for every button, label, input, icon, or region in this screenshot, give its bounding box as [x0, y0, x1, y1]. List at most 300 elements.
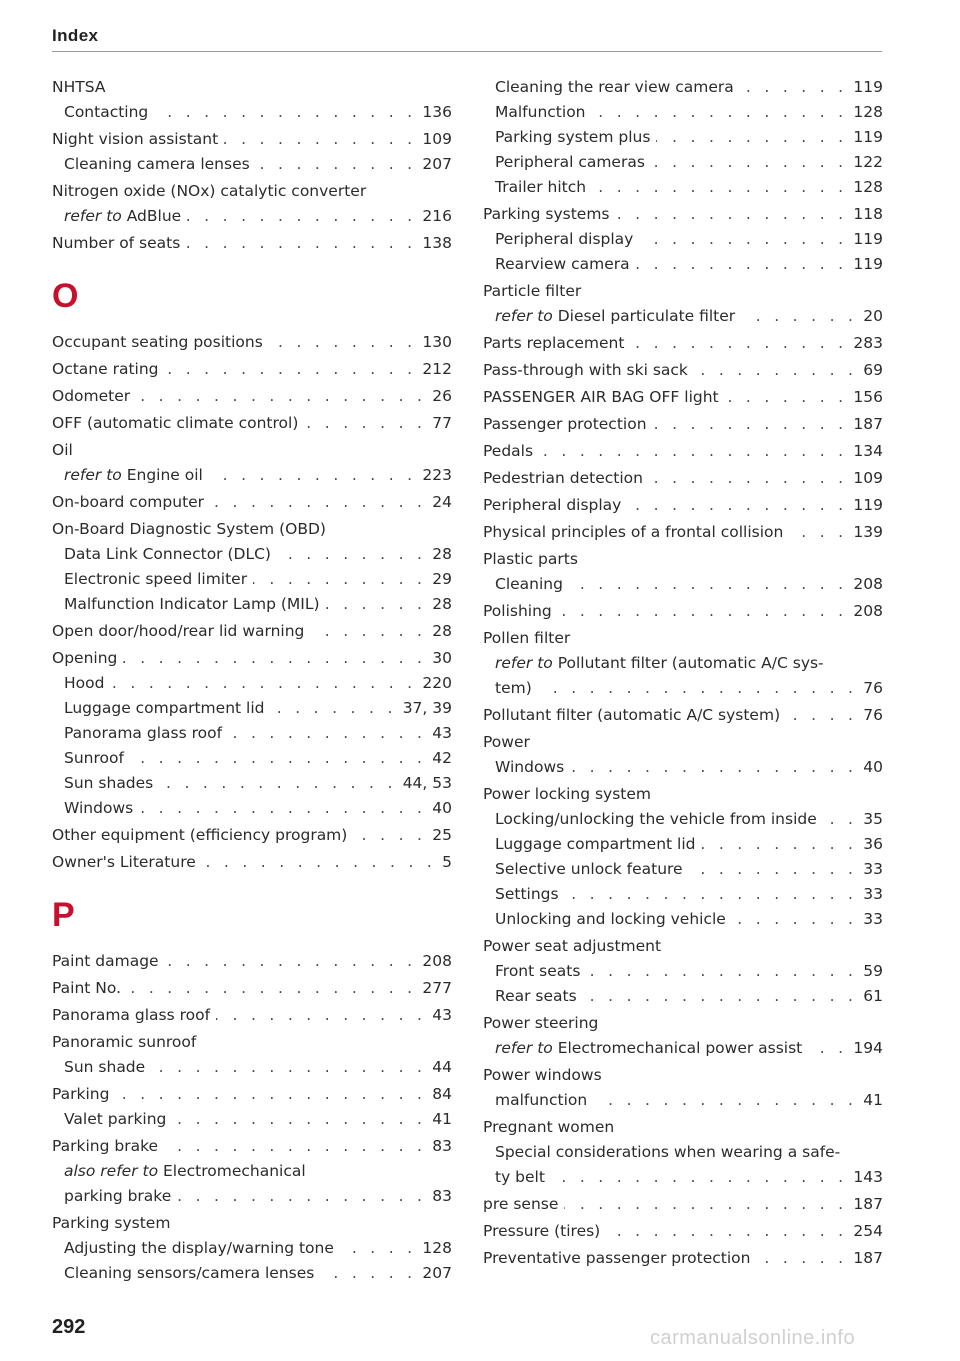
- dot-leader: [136, 384, 426, 409]
- entry-text: [495, 1140, 840, 1165]
- dot-leader: [651, 150, 847, 175]
- dot-leader: [320, 1261, 416, 1286]
- index-subentry: [483, 807, 883, 832]
- index-subentry: [52, 152, 452, 177]
- page-reference[interactable]: 136: [422, 103, 452, 121]
- entry-label: Pedestrian detection: [483, 469, 643, 487]
- entry-text: [52, 411, 298, 436]
- page-reference[interactable]: 207: [422, 1264, 452, 1282]
- page-reference[interactable]: 212: [422, 360, 452, 378]
- entry-label: Windows: [495, 758, 565, 776]
- entry-label: Sun shades: [64, 774, 154, 792]
- dot-leader: [202, 850, 436, 875]
- page-reference[interactable]: 208: [853, 575, 883, 593]
- page-reference[interactable]: 128: [853, 103, 883, 121]
- page-reference[interactable]: 41: [432, 1110, 452, 1128]
- entry-text: [483, 279, 581, 304]
- dot-leader: [564, 1192, 847, 1217]
- page-reference[interactable]: 283: [853, 334, 883, 352]
- entry-text: [495, 1165, 545, 1190]
- index-subentry: [52, 771, 452, 796]
- entry-label: Cleaning camera lenses: [64, 155, 250, 173]
- index-entry: [52, 179, 452, 204]
- page-reference[interactable]: 138: [422, 234, 452, 252]
- dot-leader: [159, 771, 396, 796]
- dot-leader: [786, 703, 857, 728]
- index-entry: [483, 547, 883, 572]
- index-subentry: [52, 796, 452, 821]
- page-reference[interactable]: 43: [432, 724, 452, 742]
- entry-label: Cleaning the rear view camera: [495, 78, 734, 96]
- index-entry: [52, 357, 452, 382]
- entry-text: [483, 331, 624, 356]
- index-subentry: [52, 746, 452, 771]
- entry-label: Rearview camera: [495, 255, 630, 273]
- page-reference[interactable]: 208: [422, 952, 452, 970]
- index-subentry: [483, 1165, 883, 1190]
- entry-label: malfunction: [495, 1091, 588, 1109]
- entry-text: [64, 1055, 145, 1080]
- index-subentry: [52, 671, 452, 696]
- page-reference[interactable]: 220: [422, 674, 452, 692]
- dot-leader: [186, 231, 416, 256]
- index-entry: [483, 1011, 883, 1036]
- entry-label: Parking: [52, 1085, 110, 1103]
- index-subentry: [52, 592, 452, 617]
- index-entry: [483, 1219, 883, 1244]
- page-reference[interactable]: 208: [853, 602, 883, 620]
- entry-text: [495, 984, 577, 1009]
- index-entry: [483, 493, 883, 518]
- entry-label: Preventative passenger protection: [483, 1249, 751, 1267]
- entry-text: [64, 592, 320, 617]
- entry-label: Panorama glass roof: [52, 1006, 211, 1024]
- entry-text: [52, 384, 130, 409]
- index-entry: [52, 1134, 452, 1159]
- entry-label: Odometer: [52, 387, 131, 405]
- entry-text: [495, 651, 824, 676]
- entry-text: [483, 1115, 614, 1140]
- dot-leader: [151, 1055, 426, 1080]
- entry-text: [64, 542, 271, 567]
- entry-text: [64, 746, 124, 771]
- dot-leader: [139, 796, 426, 821]
- page-reference[interactable]: 156: [853, 388, 883, 406]
- entry-label: Power steering: [483, 1014, 599, 1032]
- entry-text: [495, 832, 695, 857]
- entry-label: NHTSA: [52, 78, 106, 96]
- entry-label: Night vision assistant: [52, 130, 219, 148]
- entry-label: Oil: [52, 441, 73, 459]
- index-column-left: [52, 75, 452, 1286]
- entry-label: Rear seats: [495, 987, 577, 1005]
- entry-label: Owner's Literature: [52, 853, 196, 871]
- entry-label: Occupant seating positions: [52, 333, 263, 351]
- entry-text: [483, 1192, 558, 1217]
- page-reference[interactable]: 118: [853, 205, 883, 223]
- page-reference[interactable]: 119: [853, 230, 883, 248]
- page-reference[interactable]: 83: [432, 1187, 452, 1205]
- page-reference[interactable]: 59: [863, 962, 883, 980]
- dot-leader: [583, 984, 858, 1009]
- entry-label: Opening: [52, 649, 118, 667]
- dot-leader: [209, 463, 417, 488]
- page-reference[interactable]: 36: [863, 835, 883, 853]
- entry-text: [495, 100, 586, 125]
- index-subentry: [483, 125, 883, 150]
- entry-text: [52, 517, 326, 542]
- index-entry: [483, 520, 883, 545]
- entry-text: [483, 385, 719, 410]
- index-entry: [52, 75, 452, 100]
- entry-text: [483, 1246, 750, 1271]
- dot-leader: [115, 1082, 426, 1107]
- entry-text: [483, 1219, 600, 1244]
- header-title: Index: [52, 26, 99, 45]
- entry-text: [495, 807, 817, 832]
- index-subentry: [483, 75, 883, 100]
- page-reference[interactable]: 109: [422, 130, 452, 148]
- cross-reference-label: refer to: [495, 307, 553, 325]
- page-reference[interactable]: 61: [863, 987, 883, 1005]
- dot-leader: [592, 175, 847, 200]
- dot-leader: [210, 490, 426, 515]
- entry-label: pre sense: [483, 1195, 559, 1213]
- page-reference[interactable]: 139: [853, 523, 883, 541]
- dot-leader: [656, 125, 847, 150]
- entry-label: Plastic parts: [483, 550, 578, 568]
- page-reference[interactable]: 84: [432, 1085, 452, 1103]
- entry-text: [64, 1236, 334, 1261]
- entry-text: [495, 1088, 587, 1113]
- dot-leader: [177, 1184, 426, 1209]
- entry-text: [52, 490, 204, 515]
- entry-label: parking brake: [64, 1187, 172, 1205]
- entry-label: Sunroof: [64, 749, 124, 767]
- entry-label: Electronic speed limiter: [64, 570, 248, 588]
- dot-leader: [326, 592, 427, 617]
- page-reference[interactable]: 28: [432, 545, 452, 563]
- index-entry: [483, 599, 883, 624]
- page-reference[interactable]: 119: [853, 128, 883, 146]
- dot-leader: [616, 202, 848, 227]
- index-entry: [483, 703, 883, 728]
- index-subentry: [483, 175, 883, 200]
- page-reference[interactable]: 20: [863, 307, 883, 325]
- entry-text: [483, 626, 570, 651]
- dot-leader: [187, 204, 416, 229]
- entry-text: [52, 823, 347, 848]
- entry-text: [495, 755, 564, 780]
- index-subentry: [483, 252, 883, 277]
- entry-text: [495, 75, 734, 100]
- index-entry: [52, 490, 452, 515]
- entry-text: [64, 152, 250, 177]
- page-reference[interactable]: 42: [432, 749, 452, 767]
- page-reference[interactable]: 130: [422, 333, 452, 351]
- page-reference[interactable]: 40: [432, 799, 452, 817]
- dot-leader: [808, 1036, 847, 1061]
- index-entry: [483, 202, 883, 227]
- index-entry: [52, 949, 452, 974]
- entry-text: [495, 959, 580, 984]
- index-entry: [52, 976, 452, 1001]
- dot-leader: [164, 1134, 426, 1159]
- page-reference[interactable]: 76: [863, 706, 883, 724]
- index-subentry: [483, 832, 883, 857]
- entry-label: On-board computer: [52, 493, 205, 511]
- index-subentry: [483, 882, 883, 907]
- index-entry: [52, 1003, 452, 1028]
- index-subentry: [483, 959, 883, 984]
- page-reference[interactable]: 40: [863, 758, 883, 776]
- page-reference[interactable]: 216: [422, 207, 452, 225]
- dot-leader: [127, 976, 416, 1001]
- page-reference[interactable]: 143: [853, 1168, 883, 1186]
- index-entry: [483, 1063, 883, 1088]
- index-entry: [483, 626, 883, 651]
- index-entry: [52, 619, 452, 644]
- page-reference[interactable]: 69: [863, 361, 883, 379]
- entry-label: Polishing: [483, 602, 552, 620]
- entry-label: On-Board Diagnostic System (OBD): [52, 520, 326, 538]
- dot-leader: [627, 493, 847, 518]
- entry-text: [495, 150, 645, 175]
- index-subentry: [483, 572, 883, 597]
- entry-label: Cleaning sensors/camera lenses: [64, 1264, 315, 1282]
- entry-text: [495, 882, 559, 907]
- watermark: carmanualsonline.info: [650, 1327, 856, 1349]
- entry-text: [52, 976, 121, 1001]
- dot-leader: [269, 330, 417, 355]
- entry-label: Other equipment (efficiency program): [52, 826, 348, 844]
- entry-label: Peripheral display: [483, 496, 622, 514]
- dot-leader: [639, 227, 847, 252]
- page-reference[interactable]: 83: [432, 1137, 452, 1155]
- entry-label: Malfunction: [495, 103, 586, 121]
- page-reference[interactable]: 254: [853, 1222, 883, 1240]
- page-reference[interactable]: 28: [432, 595, 452, 613]
- dot-leader: [551, 1165, 847, 1190]
- index-entry: [52, 438, 452, 463]
- page-reference[interactable]: 207: [422, 155, 452, 173]
- dot-leader: [606, 1219, 847, 1244]
- page-reference[interactable]: 37, 39: [402, 699, 452, 717]
- index-subentry: [483, 1088, 883, 1113]
- page-reference[interactable]: 43: [432, 1006, 452, 1024]
- dot-leader: [539, 439, 847, 464]
- entry-text: [64, 1261, 314, 1286]
- entry-text: [64, 100, 148, 125]
- page-reference[interactable]: 33: [863, 860, 883, 878]
- page-reference[interactable]: 5: [442, 853, 452, 871]
- entry-text: [483, 730, 530, 755]
- entry-text: [64, 696, 264, 721]
- entry-label: Pedals: [483, 442, 534, 460]
- page-reference[interactable]: 187: [853, 1195, 883, 1213]
- entry-text: [64, 463, 203, 488]
- dot-leader: [130, 746, 426, 771]
- entry-text: [52, 127, 218, 152]
- page-number: 292: [52, 1316, 86, 1338]
- dot-leader: [154, 100, 416, 125]
- dot-leader: [277, 542, 426, 567]
- index-subentry: [52, 1236, 452, 1261]
- page-reference[interactable]: 33: [863, 885, 883, 903]
- entry-label: Electromechanical: [163, 1162, 306, 1180]
- index-entry: [483, 331, 883, 356]
- page-reference[interactable]: 33: [863, 910, 883, 928]
- index-subentry: [52, 463, 452, 488]
- page-reference[interactable]: 26: [432, 387, 452, 405]
- entry-label: ty belt: [495, 1168, 545, 1186]
- dot-leader: [636, 252, 848, 277]
- dot-leader: [228, 721, 426, 746]
- dot-leader: [216, 1003, 426, 1028]
- page-reference[interactable]: 24: [432, 493, 452, 511]
- index-subentry: [52, 721, 452, 746]
- entry-label: AdBlue: [126, 207, 182, 225]
- page-reference[interactable]: 109: [853, 469, 883, 487]
- page-reference[interactable]: 187: [853, 1249, 883, 1267]
- entry-text: [483, 1063, 602, 1088]
- entry-label: Data Link Connector (DLC): [64, 545, 271, 563]
- page-reference[interactable]: 134: [853, 442, 883, 460]
- index-entry: [52, 411, 452, 436]
- entry-label: Electromechanical power assist: [557, 1039, 803, 1057]
- entry-label: Parking system plus: [495, 128, 651, 146]
- dot-leader: [224, 127, 416, 152]
- entry-label: Parking system: [52, 1214, 171, 1232]
- page-header: [52, 26, 882, 52]
- index-entry: [483, 279, 883, 304]
- index-entry: [483, 1115, 883, 1140]
- entry-text: [495, 252, 630, 277]
- index-subentry: [483, 1140, 883, 1165]
- entry-text: [495, 572, 563, 597]
- entry-text: [52, 179, 366, 204]
- entry-text: [52, 357, 159, 382]
- dot-leader: [570, 755, 857, 780]
- index-entry: [52, 330, 452, 355]
- page-reference[interactable]: 44: [432, 1058, 452, 1076]
- page-reference[interactable]: 35: [863, 810, 883, 828]
- index-subentry: [483, 227, 883, 252]
- entry-label: Paint damage: [52, 952, 159, 970]
- entry-text: [483, 934, 661, 959]
- entry-text: [483, 782, 651, 807]
- page-reference[interactable]: 44, 53: [402, 774, 452, 792]
- cross-reference-label: refer to: [495, 1039, 553, 1057]
- dot-leader: [123, 646, 426, 671]
- index-column-right: [483, 75, 883, 1271]
- page-reference[interactable]: 223: [422, 466, 452, 484]
- entry-text: [64, 1107, 166, 1132]
- index-subentry: [52, 204, 452, 229]
- entry-label: Diesel particulate filter: [557, 307, 736, 325]
- index-entry: [52, 1082, 452, 1107]
- entry-text: [52, 1030, 196, 1055]
- entry-label: Paint No.: [52, 979, 122, 997]
- page-reference[interactable]: 119: [853, 78, 883, 96]
- index-entry: [52, 646, 452, 671]
- entry-text: [483, 202, 610, 227]
- dot-leader: [353, 823, 426, 848]
- entry-label: Trailer hitch: [495, 178, 587, 196]
- page-reference[interactable]: 122: [853, 153, 883, 171]
- dot-leader: [558, 599, 848, 624]
- entry-label: Pollen filter: [483, 629, 571, 647]
- index-subentry: [52, 1055, 452, 1080]
- index-subentry: [483, 857, 883, 882]
- index-entry: [52, 823, 452, 848]
- entry-label: Open door/hood/rear lid warning: [52, 622, 305, 640]
- page-reference[interactable]: 25: [432, 826, 452, 844]
- page-reference[interactable]: 41: [863, 1091, 883, 1109]
- page-reference[interactable]: 77: [432, 414, 452, 432]
- entry-text: [483, 466, 643, 491]
- entry-text: [52, 949, 159, 974]
- entry-label: Physical principles of a frontal collision: [483, 523, 784, 541]
- entry-text: [483, 358, 688, 383]
- dot-leader: [823, 807, 858, 832]
- index-subentry: [52, 567, 452, 592]
- entry-text: [52, 1211, 170, 1236]
- dot-leader: [270, 696, 396, 721]
- dot-leader: [740, 75, 848, 100]
- entry-text: [64, 771, 153, 796]
- page-reference[interactable]: 128: [853, 178, 883, 196]
- index-subentry: [483, 651, 883, 676]
- entry-text: [52, 646, 117, 671]
- page-reference[interactable]: 119: [853, 496, 883, 514]
- entry-label: Number of seats: [52, 234, 181, 252]
- page-reference[interactable]: 76: [863, 679, 883, 697]
- entry-text: [495, 907, 726, 932]
- dot-leader: [592, 100, 848, 125]
- dot-leader: [689, 857, 858, 882]
- index-subentry: [52, 1184, 452, 1209]
- page-reference[interactable]: 28: [432, 622, 452, 640]
- entry-label: Passenger protection: [483, 415, 647, 433]
- entry-text: [52, 1003, 210, 1028]
- entry-label: Sun shade: [64, 1058, 146, 1076]
- dot-leader: [694, 358, 857, 383]
- index-entry: [483, 1246, 883, 1271]
- entry-label: Adjusting the display/warning tone: [64, 1239, 334, 1257]
- dot-leader: [653, 412, 848, 437]
- entry-text: [483, 599, 552, 624]
- entry-label: Locking/unlocking the vehicle from inside: [495, 810, 817, 828]
- index-subentry: [483, 304, 883, 329]
- entry-text: [64, 1159, 306, 1184]
- page-reference[interactable]: 277: [422, 979, 452, 997]
- entry-text: [483, 412, 647, 437]
- dot-leader: [340, 1236, 417, 1261]
- dot-leader: [310, 619, 426, 644]
- entry-text: [52, 330, 263, 355]
- page-reference[interactable]: 119: [853, 255, 883, 273]
- page-reference[interactable]: 194: [853, 1039, 883, 1057]
- dot-leader: [586, 959, 857, 984]
- page-reference[interactable]: 128: [422, 1239, 452, 1257]
- dot-leader: [538, 676, 858, 701]
- cross-reference-label: refer to: [64, 207, 122, 225]
- entry-label: Pass-through with ski sack: [483, 361, 688, 379]
- page-reference[interactable]: 29: [432, 570, 452, 588]
- page-reference[interactable]: 187: [853, 415, 883, 433]
- page-reference[interactable]: 30: [432, 649, 452, 667]
